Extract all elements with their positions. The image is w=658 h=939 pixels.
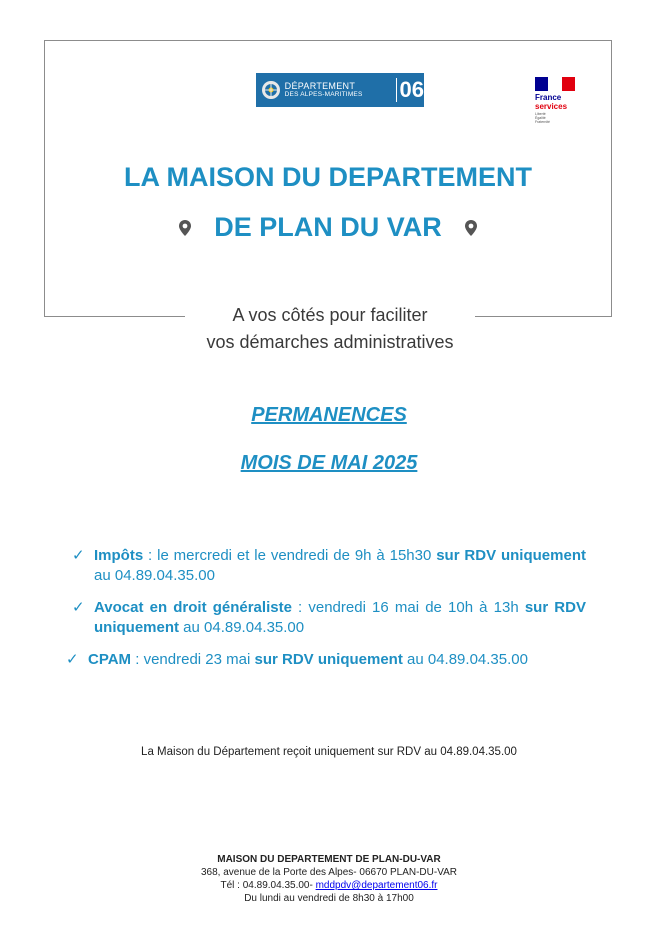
- tagline: [185, 300, 475, 356]
- permanences-month: MOIS DE MAI 2025: [240, 452, 418, 474]
- item-separator: :: [131, 651, 144, 668]
- footer: [0, 853, 658, 905]
- tagline-line2: vos démarches administratives: [206, 332, 454, 352]
- page-title-line2: DE PLAN DU VAR: [214, 212, 442, 242]
- france-services-motto: Liberté Égalité Fraternité: [535, 112, 550, 124]
- departement-logo-line1: DÉPARTEMENT: [284, 81, 356, 91]
- item-detail: le mercredi et le vendredi de 9h à 15h30: [157, 547, 437, 564]
- france-services-line2: services: [535, 102, 568, 111]
- item-rdv: sur RDV uniquement: [94, 599, 586, 636]
- item-detail: vendredi 16 mai de 10h à 13h: [308, 599, 525, 616]
- france-flag-icon: [535, 77, 575, 91]
- footer-tel: Tél : 04.89.04.35.00-: [220, 880, 316, 891]
- list-item: [72, 546, 586, 586]
- item-name: CPAM: [88, 651, 132, 668]
- item-name: Impôts: [94, 547, 144, 564]
- item-detail: vendredi 23 mai: [143, 651, 255, 668]
- tagline-line1: A vos côtés pour faciliter: [232, 305, 428, 325]
- checkmark-icon: ✓: [72, 599, 85, 616]
- item-phone: au 04.89.04.35.00: [402, 651, 528, 668]
- departement-logo-divider: [396, 78, 397, 102]
- footer-hours: Du lundi au vendredi de 8h30 à 17h00: [244, 893, 414, 904]
- footer-email-link[interactable]: mddpdv@departement06.fr: [315, 880, 438, 891]
- page-title-row2: [44, 212, 612, 243]
- france-services-logo: [535, 77, 580, 124]
- item-rdv: sur RDV uniquement: [436, 547, 586, 564]
- permanences-list: [66, 546, 586, 682]
- page-title-line1: LA MAISON DU DEPARTEMENT: [124, 162, 532, 192]
- item-phone: au 04.89.04.35.00: [179, 619, 305, 636]
- location-pin-icon: [178, 219, 192, 237]
- item-name: Avocat en droit généraliste: [94, 599, 292, 616]
- item-rdv: sur RDV uniquement: [254, 651, 403, 668]
- departement-emblem-icon: [262, 81, 280, 99]
- checkmark-icon: ✓: [72, 547, 85, 564]
- item-phone: au 04.89.04.35.00: [94, 567, 215, 584]
- item-separator: :: [143, 547, 158, 564]
- footer-name: MAISON DU DEPARTEMENT DE PLAN-DU-VAR: [217, 854, 441, 865]
- item-separator: :: [291, 599, 309, 616]
- checkmark-icon: ✓: [66, 651, 79, 668]
- permanences-heading: PERMANENCES: [251, 404, 407, 426]
- departement-logo-line2: DES ALPES-MARITIMES: [284, 91, 363, 98]
- france-services-line1: France: [535, 93, 562, 102]
- appointment-note: La Maison du Département reçoit uniquement sur RDV au 04.89.04.35.00: [141, 746, 517, 758]
- footer-contact: [0, 879, 658, 892]
- departement-logo: [256, 73, 424, 107]
- list-item: [72, 598, 586, 638]
- list-item: [66, 650, 586, 670]
- location-pin-icon: [464, 219, 478, 237]
- departement-logo-number: 06: [399, 77, 424, 102]
- footer-address: 368, avenue de la Porte des Alpes- 06670 PLAN-DU-VAR: [200, 867, 458, 878]
